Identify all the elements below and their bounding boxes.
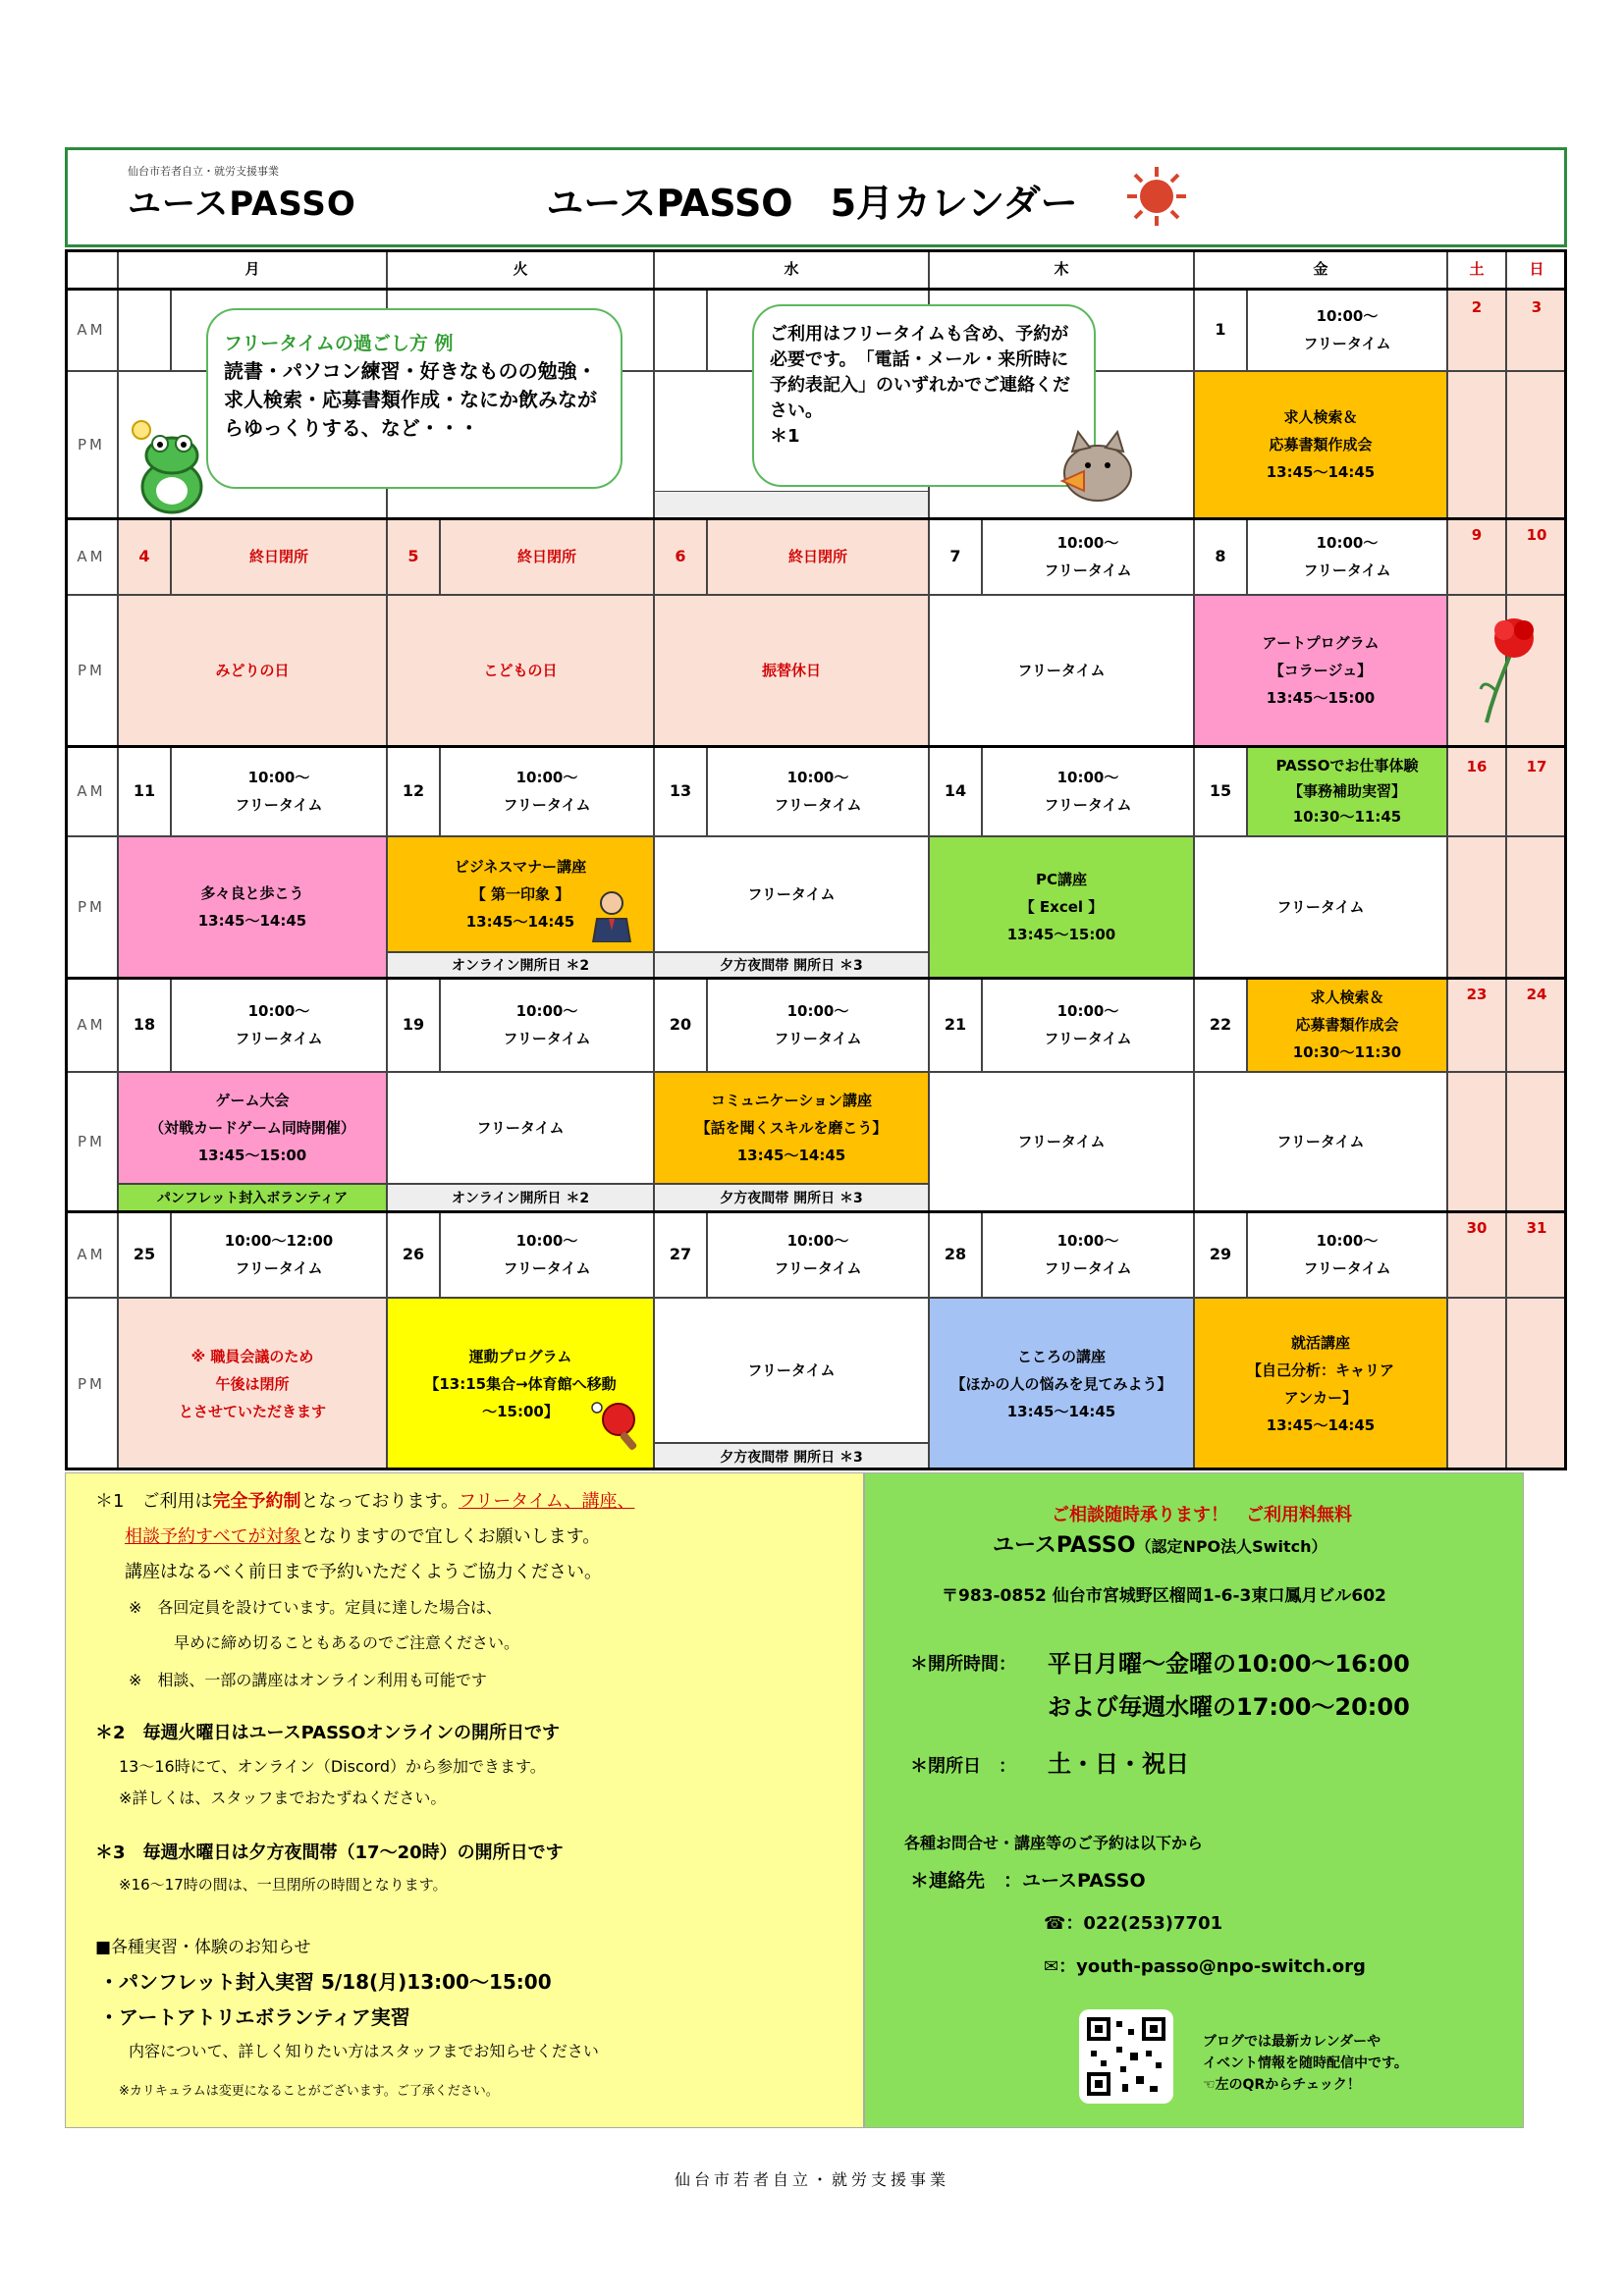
day-am-event: 終日閉所: [440, 518, 654, 595]
note-highlight: フリータイム、講座、: [459, 1491, 635, 1512]
day-am-event: 求人検索＆ 応募書類作成会 10:30〜11:30: [1247, 978, 1447, 1072]
page-title: ユースPASSO 5月カレンダー: [546, 182, 1078, 225]
day-number: 13: [654, 746, 707, 836]
day-pm-event: 就活講座 【自己分析：キャリア アンカー】 13:45〜14:45: [1194, 1298, 1447, 1470]
day-sun: 10: [1506, 518, 1567, 595]
qr-code-icon[interactable]: [1079, 2009, 1173, 2104]
note-empty: [654, 491, 929, 518]
weekend-pm: [1506, 1072, 1567, 1211]
pm-label: PM: [65, 371, 118, 518]
border-line: [65, 745, 1567, 748]
day-sun: 17: [1506, 746, 1567, 836]
weekend-pm: [1506, 371, 1567, 518]
online-note: オンライン開所日 ＊2: [387, 1184, 654, 1211]
pm-label: PM: [65, 1298, 118, 1470]
border-line: [65, 1210, 1567, 1213]
reservation-bubble: ご利用はフリータイムも含め、予約が必要です。 「電話・メール・来所時に予約表記入」のいずれかでご連絡ください。 ＊1: [752, 304, 1096, 487]
border-line: [65, 977, 1567, 980]
day-am-event: 10:00〜 フリータイム: [1247, 289, 1447, 371]
hours-label: ＊開所時間：: [910, 1654, 1016, 1675]
org-sub: （認定NPO法人Switch）: [1135, 1537, 1327, 1556]
am-label: AM: [65, 518, 118, 595]
day-am-event: 10:00〜 フリータイム: [707, 1211, 929, 1298]
info-item: ・パンフレット封入実習 5/18(月)13:00〜15:00: [99, 1970, 552, 1994]
day-empty: [654, 289, 707, 371]
day-number: 22: [1194, 978, 1247, 1072]
note1-line4: ※ 各回定員を設けています。定員に達した場合は、: [129, 1598, 503, 1617]
day-pm-event: こころの講座 【ほかの人の悩みを見てみよう】 13:45〜14:45: [929, 1298, 1194, 1470]
org-name: ユースPASSO: [993, 1533, 1136, 1558]
contact-label: ＊連絡先 ：ユースPASSO: [910, 1870, 1146, 1892]
note2-title: ＊2 毎週火曜日はユースPASSOオンラインの開所日です: [95, 1723, 560, 1743]
weekday-mon: 月: [118, 249, 387, 289]
note2-line2: ※詳しくは、スタッフまでおたずねください。: [119, 1789, 447, 1807]
day-number: 20: [654, 978, 707, 1072]
day-pm-event: フリータイム: [1194, 836, 1447, 978]
volunteer-note: パンフレット封入ボランティア: [118, 1184, 387, 1211]
note-text: となりますので宜しくお願いします。: [300, 1526, 601, 1547]
day-am-event: 10:00〜 フリータイム: [982, 518, 1194, 595]
day-number: 7: [929, 518, 982, 595]
day-pm-event: アートプログラム 【コラージュ】 13:45〜15:00: [1194, 595, 1447, 746]
contact-address: 〒983-0852 仙台市宮城野区榴岡1-6-3東口鳳月ビル602: [942, 1586, 1386, 1606]
contact-org: [993, 1528, 1326, 1559]
day-pm-event: フリータイム: [387, 1072, 654, 1184]
day-pm-event: ※ 職員会議のため 午後は閉所 とさせていただきます: [118, 1298, 387, 1470]
note-highlight: 相談予約すべてが対象: [125, 1526, 301, 1547]
blog-line3-text: 左のQRからチェック！: [1215, 2077, 1361, 2093]
border-line: [65, 249, 1567, 252]
carnation-icon: [1457, 613, 1555, 730]
day-am-event: 10:00〜 フリータイム: [440, 978, 654, 1072]
weekend-pm: [1506, 836, 1567, 978]
notes-panel: [65, 1472, 864, 2128]
weekday-thu: 木: [929, 249, 1194, 289]
phone-row: [1044, 1909, 1222, 1935]
day-sun: 3: [1506, 289, 1567, 371]
weekday-wed: 水: [654, 249, 929, 289]
sun-icon: [1125, 165, 1188, 228]
day-pm-event: 多々良と歩こう 13:45〜14:45: [118, 836, 387, 978]
border-line: [65, 1468, 1567, 1470]
day-sat: 30: [1447, 1211, 1506, 1298]
phone-number: ：022(253)7701: [1065, 1913, 1223, 1934]
email-row: [1044, 1952, 1366, 1978]
day-am-event: 終日閉所: [171, 518, 387, 595]
day-number: 18: [118, 978, 171, 1072]
day-sat: 9: [1447, 518, 1506, 595]
cat-icon: [1058, 426, 1137, 505]
contact-headline: ご相談随時承ります！ ご利用料無料: [1052, 1505, 1352, 1525]
info-item: ・アートアトリエボランティア実習: [99, 2005, 410, 2029]
bubble-heading: フリータイムの過ごし方 例: [224, 333, 454, 354]
am-label: AM: [65, 1211, 118, 1298]
logo: ユースPASSO: [128, 185, 356, 224]
day-empty: [118, 289, 171, 371]
day-sat: 16: [1447, 746, 1506, 836]
freetime-bubble: [206, 308, 623, 489]
day-pm-event: コミュニケーション講座 【話を聞くスキルを磨こう】 13:45〜14:45: [654, 1072, 929, 1184]
weekend-pm: [1447, 1298, 1506, 1470]
closed-days: 土・日・祝日: [1048, 1750, 1189, 1778]
blog-line1: ブログでは最新カレンダーや: [1203, 2034, 1381, 2050]
day-pm-event: 求人検索＆ 応募書類作成会 13:45〜14:45: [1194, 371, 1447, 518]
day-am-event: 10:00〜 フリータイム: [440, 1211, 654, 1298]
day-number: 26: [387, 1211, 440, 1298]
day-number: 19: [387, 978, 440, 1072]
note1-line5: 早めに締め切ることもあるのでご注意ください。: [174, 1633, 520, 1652]
evening-note: 夕方夜間帯 開所日 ＊3: [654, 1184, 929, 1211]
day-pm-event: ビジネスマナー講座 【 第一印象 】 13:45〜14:45: [387, 836, 654, 952]
pm-label: PM: [65, 836, 118, 978]
day-number: 21: [929, 978, 982, 1072]
logo-subtitle: 仙台市若者自立・就労支援事業: [128, 165, 279, 178]
day-pm-event: フリータイム: [654, 836, 929, 952]
weekday-sat: 土: [1447, 249, 1506, 289]
border-line: [65, 288, 1567, 291]
day-pm-event: フリータイム: [929, 595, 1194, 746]
note1-line2: [125, 1522, 600, 1548]
day-pm-event: フリータイム: [654, 1298, 929, 1443]
note-text: となっております。: [300, 1491, 460, 1512]
day-pm-event: みどりの日: [118, 595, 387, 746]
day-am-event: 終日閉所: [707, 518, 929, 595]
weekend-pm: [1447, 1072, 1506, 1211]
day-pm-event: こどもの日: [387, 595, 654, 746]
pm-label: PM: [65, 1072, 118, 1211]
calendar: [65, 249, 1567, 1470]
day-am-event: 10:00〜 フリータイム: [1247, 518, 1447, 595]
day-pm-event: PC講座 【 Excel 】 13:45〜15:00: [929, 836, 1194, 978]
border-line: [65, 517, 1567, 520]
day-number: 5: [387, 518, 440, 595]
day-pm-event: 運動プログラム 【13:15集合→体育館へ移動 〜15:00】: [387, 1298, 654, 1470]
qr-pattern: [1087, 2017, 1165, 2096]
day-number: 11: [118, 746, 171, 836]
mail-icon: ✉: [1044, 1956, 1059, 1977]
weekend-pm: [1506, 1298, 1567, 1470]
day-number: 1: [1194, 289, 1247, 371]
day-number: 6: [654, 518, 707, 595]
note2-line1: 13〜16時にて、オンライン（Discord）から参加できます。: [119, 1757, 546, 1776]
note3-title: ＊3 毎週水曜日は夕方夜間帯（17〜20時）の開所日です: [95, 1842, 564, 1863]
border-line: [65, 249, 68, 1470]
hours-evening: および毎週水曜の17:00〜20:00: [1048, 1693, 1410, 1721]
day-am-event: 10:00〜 フリータイム: [707, 978, 929, 1072]
corner-cell: [65, 249, 118, 289]
ping-pong-icon: [585, 1396, 644, 1455]
day-am-event: 10:00〜 フリータイム: [707, 746, 929, 836]
footer: 仙台市若者自立・就労支援事業: [674, 2170, 949, 2189]
day-number: 14: [929, 746, 982, 836]
day-number: 4: [118, 518, 171, 595]
am-label: AM: [65, 289, 118, 371]
online-note: オンライン開所日 ＊2: [387, 952, 654, 978]
info-detail: 内容について、詳しく知りたい方はスタッフまでお知らせください: [129, 2042, 599, 2060]
day-am-event: 10:00〜 フリータイム: [982, 978, 1194, 1072]
day-am-event: 10:00〜 フリータイム: [982, 1211, 1194, 1298]
day-am-event: 10:00〜 フリータイム: [982, 746, 1194, 836]
note-text: ＊1 ご利用は: [95, 1491, 213, 1512]
hours-weekday: 平日月曜〜金曜の10:00〜16:00: [1048, 1650, 1410, 1678]
businessman-icon: [587, 887, 636, 942]
day-pm-event: 振替休日: [654, 595, 929, 746]
day-am-event: 10:00〜 フリータイム: [1247, 1211, 1447, 1298]
day-sat: 2: [1447, 289, 1506, 371]
email-address[interactable]: ：youth-passo@npo-switch.org: [1058, 1956, 1366, 1977]
weekend-pm: [1447, 836, 1506, 978]
day-sun: 31: [1506, 1211, 1567, 1298]
blog-line2: イベント情報を随時配信中です。: [1203, 2056, 1408, 2071]
info-disclaimer: ※カリキュラムは変更になることがございます。ご了承ください。: [119, 2084, 499, 2099]
day-number: 8: [1194, 518, 1247, 595]
closed-label: ＊閉所日 ：: [910, 1756, 1016, 1777]
day-number: 25: [118, 1211, 171, 1298]
day-number: 15: [1194, 746, 1247, 836]
evening-note: 夕方夜間帯 開所日 ＊3: [654, 952, 929, 978]
weekday-fri: 金: [1194, 249, 1447, 289]
note1-line3: 講座はなるべく前日まで予約いただくようご協力ください。: [125, 1562, 602, 1582]
day-number: 29: [1194, 1211, 1247, 1298]
evening-note: 夕方夜間帯 開所日 ＊3: [654, 1443, 929, 1470]
day-pm-event: フリータイム: [929, 1072, 1194, 1211]
blog-line3: [1203, 2074, 1361, 2094]
weekday-sun: 日: [1506, 249, 1567, 289]
note-highlight: 完全予約制: [212, 1491, 301, 1512]
day-am-event: 10:00〜 フリータイム: [171, 978, 387, 1072]
day-am-event: 10:00〜 フリータイム: [171, 746, 387, 836]
pointing-hand-icon: ☜: [1203, 2077, 1216, 2093]
weekday-tue: 火: [387, 249, 654, 289]
day-number: 28: [929, 1211, 982, 1298]
contact-panel: [864, 1472, 1524, 2128]
frog-icon: [128, 416, 216, 514]
day-am-event: 10:00〜 フリータイム: [440, 746, 654, 836]
note1-line1: [95, 1487, 634, 1513]
day-number: 27: [654, 1211, 707, 1298]
pm-label: PM: [65, 595, 118, 746]
weekend-pm: [1447, 371, 1506, 518]
day-pm-event: ゲーム大会 （対戦カードゲーム同時開催） 13:45〜15:00: [118, 1072, 387, 1184]
phone-icon: ☎: [1044, 1913, 1066, 1934]
day-sat: 23: [1447, 978, 1506, 1072]
day-number: 12: [387, 746, 440, 836]
day-pm-event: フリータイム: [1194, 1072, 1447, 1211]
bubble-body: 読書・パソコン練習・好きなものの勉強・求人検索・応募書類作成・なにか飲みながらゆっくりする、など・・・: [224, 359, 597, 440]
note1-line6: ※ 相談、一部の講座はオンライン利用も可能です: [129, 1671, 487, 1689]
day-sun: 24: [1506, 978, 1567, 1072]
am-label: AM: [65, 978, 118, 1072]
border-line: [1564, 249, 1567, 1470]
info-title: ■各種実習・体験のお知らせ: [95, 1938, 311, 1957]
inquiry-text: 各種お問合せ・講座等のご予約は以下から: [904, 1834, 1204, 1852]
note3-line1: ※16〜17時の間は、一旦閉所の時間となります。: [119, 1876, 448, 1894]
am-label: AM: [65, 746, 118, 836]
day-am-event: PASSOでお仕事体験 【事務補助実習】 10:30〜11:45: [1247, 746, 1447, 836]
day-am-event: 10:00〜12:00 フリータイム: [171, 1211, 387, 1298]
